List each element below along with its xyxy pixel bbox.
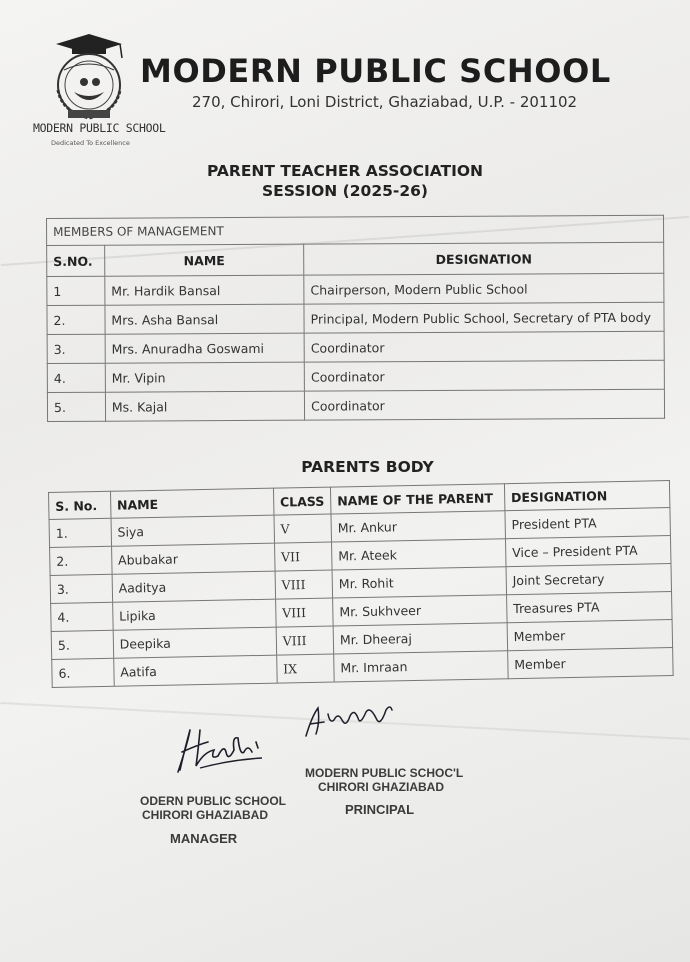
cell-name: Mr. Hardik Bansal <box>105 275 304 305</box>
column-header: CLASS <box>273 487 331 515</box>
cell-sno: 1 <box>47 276 105 305</box>
cell-name: Siya <box>111 515 275 546</box>
document-title: PARENT TEACHER ASSOCIATION <box>206 162 484 180</box>
manager-stamp-line2: CHIRORI GHAZIABAD <box>142 808 268 822</box>
column-header: NAME <box>105 244 304 276</box>
column-header: DESIGNATION <box>304 242 664 275</box>
manager-stamp-line1: ODERN PUBLIC SCHOOL <box>140 794 287 808</box>
column-header: NAME <box>110 488 273 518</box>
cell-class: V <box>274 514 332 543</box>
session-title: SESSION (2025-26) <box>261 182 428 200</box>
cell-parent: Mr. Ankur <box>331 511 505 542</box>
cell-parent: Mr. Ateek <box>332 539 506 570</box>
cell-sno: 3. <box>47 334 105 363</box>
cell-name: Aaditya <box>112 571 276 602</box>
cell-sno: 1. <box>49 518 111 547</box>
principal-signature <box>300 700 400 742</box>
cell-name: Mr. Vipin <box>105 362 304 392</box>
cell-class: IX <box>276 654 334 683</box>
column-header: NAME OF THE PARENT <box>330 484 504 514</box>
cell-designation: President PTA <box>505 508 671 539</box>
cell-parent: Mr. Dheeraj <box>333 623 507 654</box>
cell-sno: 2. <box>47 305 105 334</box>
cell-sno: 4. <box>47 363 105 392</box>
cell-name: Deepika <box>113 627 277 658</box>
cell-sno: 5. <box>51 630 113 659</box>
management-caption: MEMBERS OF MANAGEMENT <box>47 215 664 245</box>
cell-sno: 6. <box>52 658 114 687</box>
cell-designation: Member <box>507 648 673 679</box>
cell-class: VIII <box>275 570 333 599</box>
table-row <box>47 331 664 363</box>
cell-designation: Joint Secretary <box>506 564 672 595</box>
school-logo-emblem-icon <box>44 30 134 122</box>
principal-role: PRINCIPAL <box>345 802 415 817</box>
cell-parent: Mr. Imraan <box>334 651 508 682</box>
logo-tagline: Dedicated To Excellence <box>51 139 130 147</box>
cell-designation: Member <box>507 620 673 651</box>
cell-designation: Vice – President PTA <box>505 536 671 567</box>
cell-sno: 5. <box>47 392 105 421</box>
principal-stamp-line1: MODERN PUBLIC SCHOC'L <box>305 766 464 780</box>
column-header: S.NO. <box>47 245 105 276</box>
manager-role: MANAGER <box>170 831 238 846</box>
cell-class: VII <box>274 542 332 571</box>
cell-designation: Coordinator <box>304 331 664 362</box>
management-caption-row <box>47 215 664 245</box>
column-header: S. No. <box>49 491 111 519</box>
parents-body-table <box>48 480 674 688</box>
cell-name: Ms. Kajal <box>105 391 304 421</box>
cell-sno: 3. <box>50 574 112 603</box>
cell-designation: Treasures PTA <box>506 592 672 623</box>
cell-class: VIII <box>276 626 334 655</box>
cell-sno: 4. <box>51 602 113 631</box>
cell-sno: 2. <box>50 546 112 575</box>
table-row <box>47 273 664 305</box>
principal-stamp-line2: CHIRORI GHAZIABAD <box>318 780 444 794</box>
cell-name: Lipika <box>112 599 276 630</box>
management-table <box>46 215 665 422</box>
cell-designation: Principal, Modern Public School, Secretary of PTA body <box>304 302 664 333</box>
table-row <box>47 360 664 392</box>
parents-body-title: PARENTS BODY <box>301 458 434 476</box>
management-header-row <box>47 242 664 276</box>
table-row <box>47 302 664 334</box>
cell-class: VIII <box>275 598 333 627</box>
cell-name: Aatifa <box>113 655 277 686</box>
school-name: MODERN PUBLIC SCHOOL <box>140 52 611 90</box>
school-address: 270, Chirori, Loni District, Ghaziabad, U.P. - 201102 <box>192 93 578 111</box>
cell-parent: Mr. Sukhveer <box>333 595 507 626</box>
cell-designation: Chairperson, Modern Public School <box>304 273 664 304</box>
table-row <box>47 389 664 421</box>
cell-name: Mrs. Anuradha Goswami <box>105 333 304 363</box>
cell-name: Abubakar <box>111 543 275 574</box>
column-header: DESIGNATION <box>504 481 670 511</box>
logo-school-name: MODERN PUBLIC SCHOOL <box>33 121 166 135</box>
manager-signature <box>170 722 270 780</box>
cell-name: Mrs. Asha Bansal <box>105 304 304 334</box>
cell-designation: Coordinator <box>304 360 664 391</box>
cell-parent: Mr. Rohit <box>332 567 506 598</box>
cell-designation: Coordinator <box>305 389 665 420</box>
